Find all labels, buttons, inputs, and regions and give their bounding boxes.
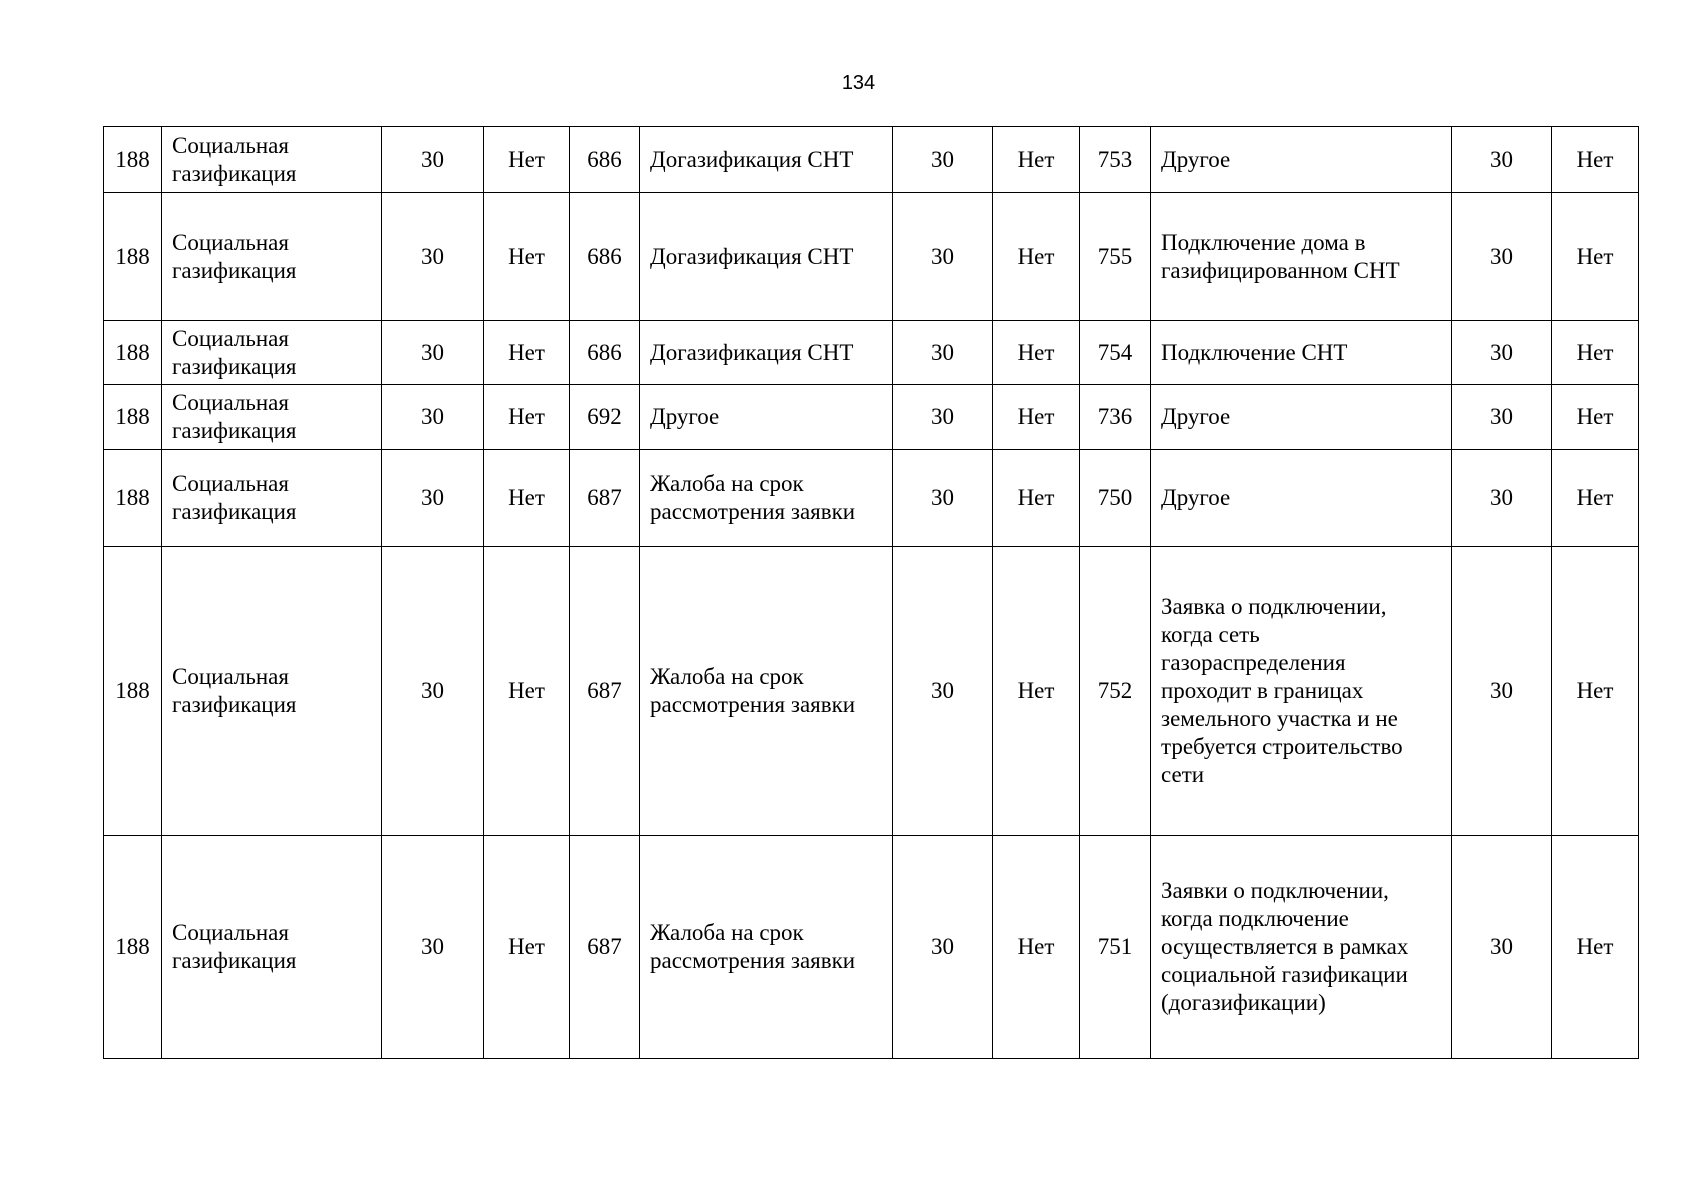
cell-sub-category: Жалоба на срок рассмотрения заявки [640,450,893,547]
cell-category: Социальная газификация [162,321,382,385]
cell-category: Социальная газификация [162,836,382,1059]
cell-sub-flag: Нет [993,321,1080,385]
cell-id: 188 [104,127,162,193]
cell-sub-days: 30 [893,193,993,321]
cell-id: 188 [104,385,162,450]
cell-sub-flag: Нет [993,127,1080,193]
cell-flag: Нет [484,385,570,450]
cell-sub-days: 30 [893,450,993,547]
cell-days: 30 [382,547,484,836]
cell-sub-flag: Нет [993,193,1080,321]
cell-topic-days: 30 [1452,836,1552,1059]
cell-days: 30 [382,127,484,193]
cell-topic-flag: Нет [1552,193,1639,321]
cell-sub-id: 692 [570,385,640,450]
cell-sub-id: 687 [570,836,640,1059]
data-table [103,126,1639,1059]
cell-topic: Заявка о подключении, когда сеть газораспределения проходит в границах земельного участка и не требуется строительство сети [1151,547,1452,836]
cell-sub-category: Другое [640,385,893,450]
cell-sub-id: 687 [570,450,640,547]
cell-flag: Нет [484,450,570,547]
cell-topic-days: 30 [1452,450,1552,547]
cell-category: Социальная газификация [162,385,382,450]
cell-days: 30 [382,321,484,385]
cell-sub-id: 686 [570,127,640,193]
cell-topic-days: 30 [1452,385,1552,450]
cell-sub-days: 30 [893,547,993,836]
cell-sub-id: 686 [570,193,640,321]
table-row [104,193,1639,321]
cell-days: 30 [382,385,484,450]
cell-topic: Другое [1151,385,1452,450]
cell-topic-days: 30 [1452,321,1552,385]
cell-topic-id: 750 [1080,450,1151,547]
cell-sub-days: 30 [893,385,993,450]
table-row [104,385,1639,450]
cell-id: 188 [104,836,162,1059]
cell-topic-days: 30 [1452,193,1552,321]
cell-topic-days: 30 [1452,127,1552,193]
cell-sub-category: Догазификация СНТ [640,321,893,385]
cell-flag: Нет [484,127,570,193]
cell-id: 188 [104,321,162,385]
cell-topic-id: 751 [1080,836,1151,1059]
cell-id: 188 [104,450,162,547]
cell-sub-id: 686 [570,321,640,385]
cell-topic-days: 30 [1452,547,1552,836]
cell-sub-days: 30 [893,836,993,1059]
cell-category: Социальная газификация [162,193,382,321]
page-number: 134 [841,72,876,94]
table-row [104,547,1639,836]
cell-days: 30 [382,450,484,547]
cell-topic: Другое [1151,450,1452,547]
cell-id: 188 [104,193,162,321]
cell-topic-id: 752 [1080,547,1151,836]
cell-topic: Подключение СНТ [1151,321,1452,385]
table-row [104,127,1639,193]
cell-sub-flag: Нет [993,836,1080,1059]
cell-topic-id: 754 [1080,321,1151,385]
cell-topic: Подключение дома в газифицированном СНТ [1151,193,1452,321]
cell-topic-flag: Нет [1552,836,1639,1059]
cell-days: 30 [382,836,484,1059]
cell-sub-days: 30 [893,321,993,385]
cell-topic-id: 753 [1080,127,1151,193]
table-row [104,450,1639,547]
cell-id: 188 [104,547,162,836]
cell-flag: Нет [484,547,570,836]
cell-sub-flag: Нет [993,385,1080,450]
cell-category: Социальная газификация [162,450,382,547]
cell-topic-flag: Нет [1552,385,1639,450]
table-row [104,836,1639,1059]
cell-sub-id: 687 [570,547,640,836]
cell-days: 30 [382,193,484,321]
cell-topic-flag: Нет [1552,127,1639,193]
cell-topic: Другое [1151,127,1452,193]
cell-sub-flag: Нет [993,547,1080,836]
table-row [104,321,1639,385]
cell-topic-flag: Нет [1552,547,1639,836]
cell-sub-category: Жалоба на срок рассмотрения заявки [640,836,893,1059]
cell-sub-category: Догазификация СНТ [640,127,893,193]
cell-flag: Нет [484,193,570,321]
cell-topic: Заявки о подключении, когда подключение осуществляется в рамках социальной газификации (догазификации) [1151,836,1452,1059]
cell-topic-id: 755 [1080,193,1151,321]
cell-category: Социальная газификация [162,127,382,193]
cell-category: Социальная газификация [162,547,382,836]
cell-topic-flag: Нет [1552,321,1639,385]
cell-topic-flag: Нет [1552,450,1639,547]
cell-flag: Нет [484,836,570,1059]
cell-flag: Нет [484,321,570,385]
cell-sub-category: Жалоба на срок рассмотрения заявки [640,547,893,836]
cell-sub-flag: Нет [993,450,1080,547]
cell-sub-days: 30 [893,127,993,193]
cell-sub-category: Догазификация СНТ [640,193,893,321]
cell-topic-id: 736 [1080,385,1151,450]
